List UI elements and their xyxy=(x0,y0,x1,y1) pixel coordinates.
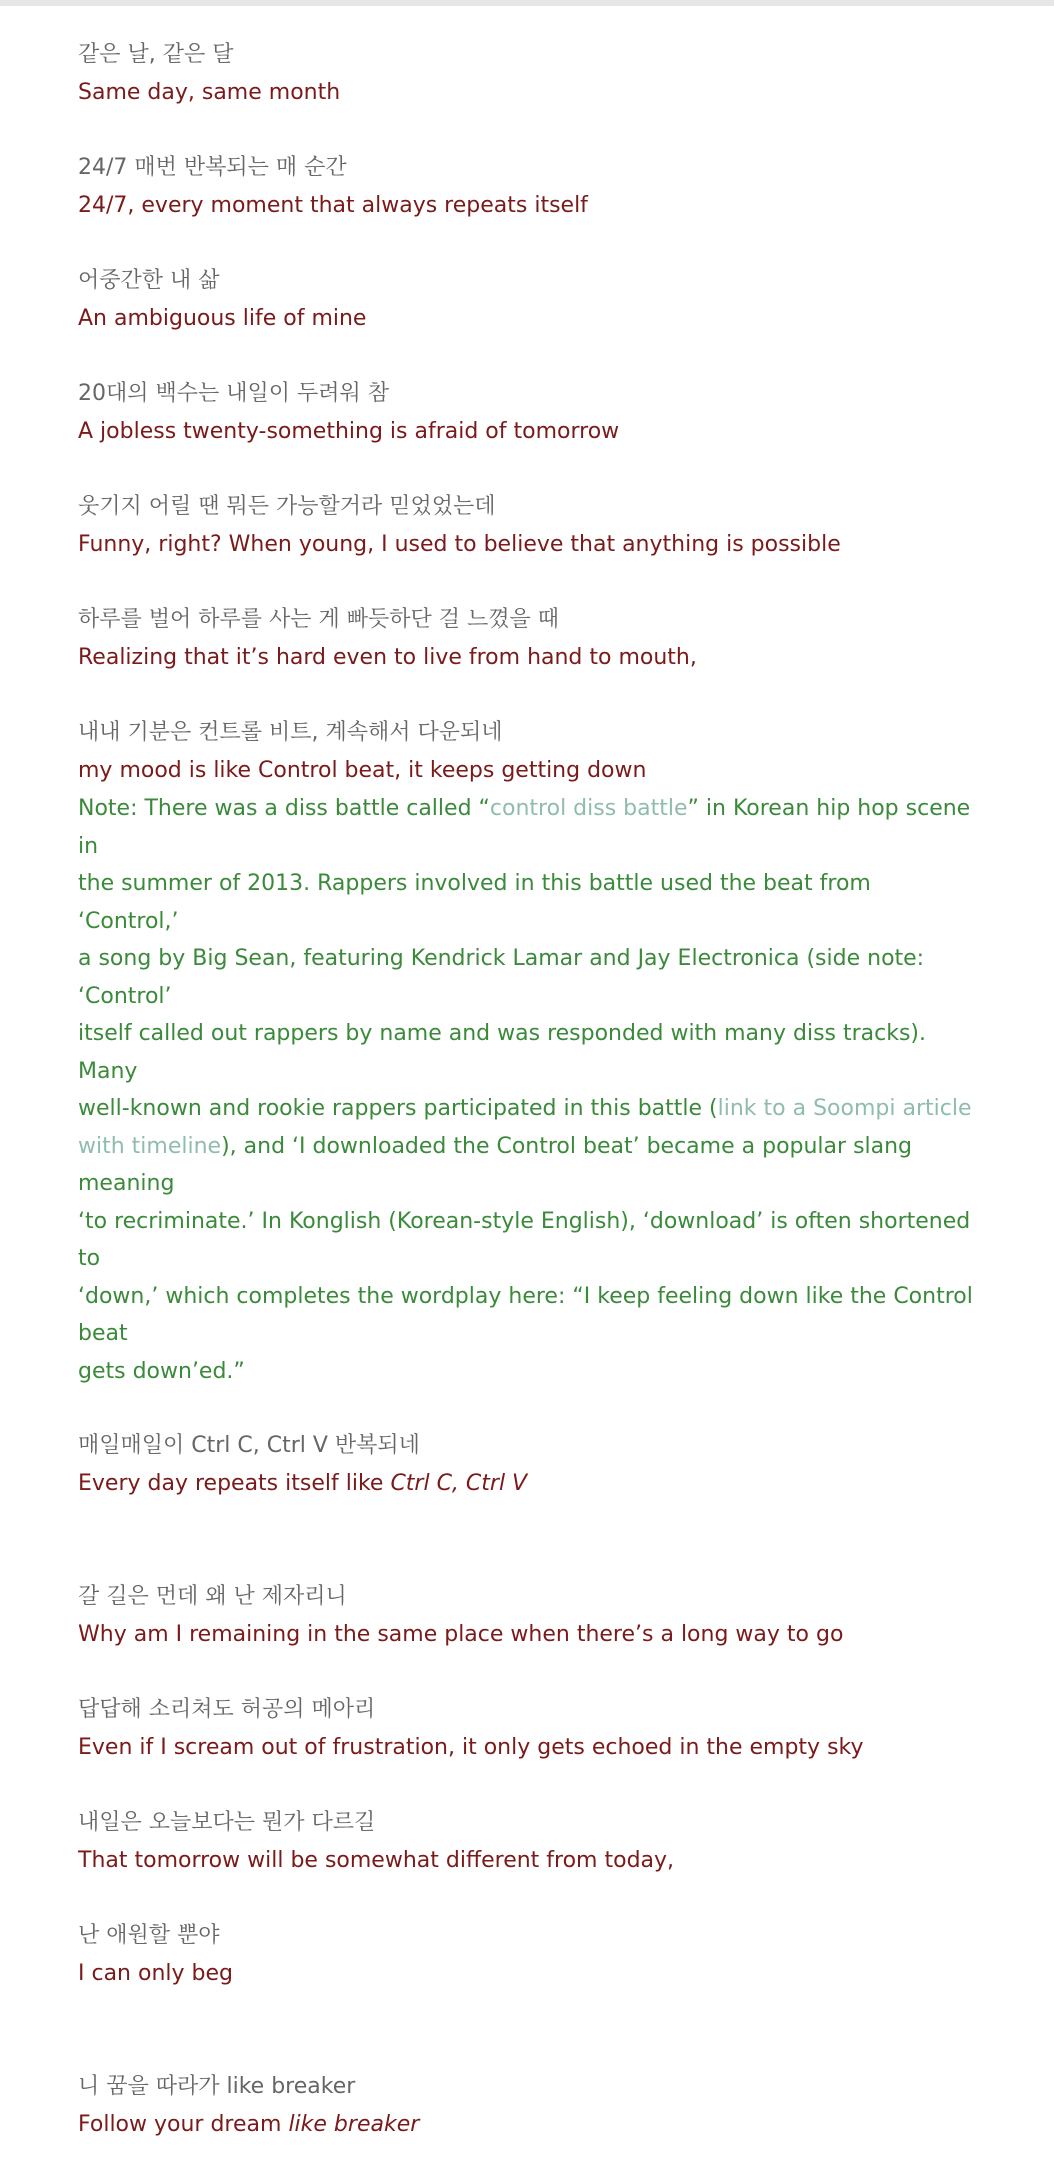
lyric-stanza xyxy=(78,488,978,564)
english-line: 24/7, every moment that always repeats itself xyxy=(78,193,588,218)
korean-line: 내내 기분은 컨트롤 비트, 계속해서 다운되네 xyxy=(78,720,503,745)
english-line: I can only beg xyxy=(78,1961,233,1986)
english-line: A jobless twenty-something is afraid of tomorrow xyxy=(78,419,620,444)
lyric-stanza xyxy=(78,36,978,112)
control-diss-battle-link[interactable]: control diss battle xyxy=(489,796,688,821)
english-line: Even if I scream out of frustration, it only gets echoed in the empty sky xyxy=(78,1735,864,1760)
korean-line: 어중간한 내 삶 xyxy=(78,268,220,293)
english-line: Funny, right? When young, I used to believe that anything is possible xyxy=(78,532,841,557)
english-line: Same day, same month xyxy=(78,80,341,105)
note-line: the summer of 2013. Rappers involved in this battle used the beat from ‘Control,’ xyxy=(78,871,871,934)
korean-line: 니 꿈을 따라가 like breaker xyxy=(78,2074,356,2099)
korean-line: 답답해 소리쳐도 허공의 메아리 xyxy=(78,1697,376,1722)
english-line: Why am I remaining in the same place when there’s a long way to go xyxy=(78,1622,844,1647)
translator-note xyxy=(78,790,978,1390)
note-line: Note: There was a diss battle called “control diss battle” in Korean hip hop scene in xyxy=(78,796,971,859)
lyric-stanza xyxy=(78,1691,978,1767)
note-line: itself called out rappers by name and was responded with many diss tracks). Many xyxy=(78,1021,927,1084)
english-line: That tomorrow will be somewhat different from today, xyxy=(78,1848,675,1873)
english-line: Realizing that it’s hard even to live from hand to mouth, xyxy=(78,645,697,670)
korean-line: 같은 날, 같은 달 xyxy=(78,42,234,67)
lyric-stanza xyxy=(78,2068,978,2144)
english-line: my mood is like Control beat, it keeps getting down xyxy=(78,758,647,783)
lyric-stanza-with-note xyxy=(78,714,978,1390)
english-line: An ambiguous life of mine xyxy=(78,306,367,331)
note-line: well-known and rookie rappers participated in this battle (link to a Soompi article xyxy=(78,1096,972,1121)
soompi-article-link-continued[interactable]: with timeline xyxy=(78,1133,222,1159)
lyric-stanza xyxy=(78,1578,978,1654)
lyric-stanza xyxy=(78,262,978,338)
note-line: with timeline), and ‘I downloaded the Control beat’ became a popular slang meaning xyxy=(78,1133,913,1196)
korean-line: 난 애원할 뿐야 xyxy=(78,1923,220,1948)
korean-line: 24/7 매번 반복되는 매 순간 xyxy=(78,155,347,180)
korean-line: 갈 길은 먼데 왜 난 제자리니 xyxy=(78,1584,347,1609)
lyric-stanza xyxy=(78,1804,978,1880)
note-line: ‘to recriminate.’ In Konglish (Korean-style English), ‘download’ is often shortened to xyxy=(78,1208,971,1271)
top-divider xyxy=(0,0,1054,6)
korean-line: 매일매일이 Ctrl C, Ctrl V 반복되네 xyxy=(78,1433,420,1458)
korean-line: 20대의 백수는 내일이 두려워 참 xyxy=(78,381,389,406)
lyric-stanza xyxy=(78,1427,978,1503)
lyric-stanza xyxy=(78,601,978,677)
lyric-stanza xyxy=(78,149,978,225)
note-line: ‘down,’ which completes the wordplay here: “I keep feeling down like the Control beat xyxy=(78,1283,973,1346)
english-line: Follow your dream like breaker xyxy=(78,2112,420,2137)
korean-line: 하루를 벌어 하루를 사는 게 빠듯하단 걸 느꼈을 때 xyxy=(78,607,559,632)
lyrics-content xyxy=(78,36,978,2181)
note-line: a song by Big Sean, featuring Kendrick Lamar and Jay Electronica (side note: ‘Control’ xyxy=(78,946,925,1009)
english-line: Every day repeats itself like Ctrl C, Ctrl V xyxy=(78,1471,528,1496)
note-line: gets down’ed.” xyxy=(78,1358,245,1384)
korean-line: 웃기지 어릴 땐 뭐든 가능할거라 믿었었는데 xyxy=(78,494,496,519)
soompi-article-link[interactable]: link to a Soompi article xyxy=(717,1096,972,1121)
korean-line: 내일은 오늘보다는 뭔가 다르길 xyxy=(78,1810,376,1835)
lyric-stanza xyxy=(78,1917,978,1993)
lyric-stanza xyxy=(78,375,978,451)
